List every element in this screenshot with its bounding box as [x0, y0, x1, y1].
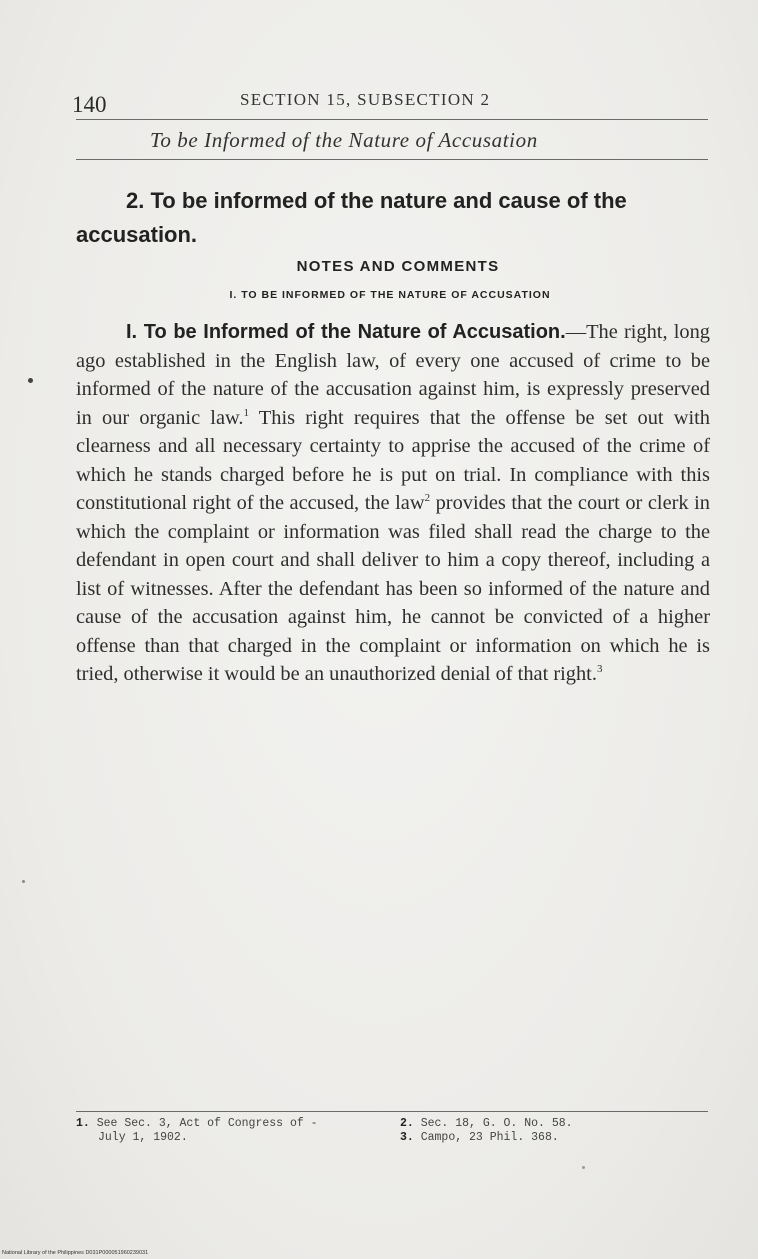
footnote-2 [400, 1117, 700, 1131]
library-stamp: National Library of the Philippines D031P000051960239031 [2, 1250, 149, 1256]
section-subtitle: To be Informed of the Nature of Accusation [150, 128, 538, 152]
scan-speck [582, 1166, 585, 1169]
paragraph-lead: I. To be Informed of the Nature of Accusation. [126, 321, 566, 343]
footnote-text-continued: July 1, 1902. [98, 1131, 188, 1144]
footnote-3 [400, 1131, 700, 1145]
paragraph-text-1: —The right, long ago established in the English law, of every one accused of crime to be informed of the nature of the accusation against him, is expressly preserved in our organic law. [76, 321, 710, 429]
running-head: SECTION 15, SUBSECTION 2 [240, 90, 491, 109]
header-rule-bottom [76, 159, 708, 160]
footnote-number: 3. [400, 1131, 414, 1144]
paragraph-text-3: provides that the court or clerk in which the complaint or information was filed shall read the charge to the defendant in open court and shall deliver to him a copy thereof, including a list of witnesses. After the defendant has been so informed of the nature and cause of the accusation against him, he cannot be convicted of a higher offense than that charged in the complaint or information on which he is tried, otherwise it would be an unauthorized denial of that right. [76, 492, 710, 685]
page-number: 140 [72, 92, 107, 117]
notes-subheading: I. TO BE INFORMED OF THE NATURE OF ACCUSATION [229, 289, 551, 301]
footnote-ref-1: 1 [243, 406, 250, 419]
footnote-number: 2. [400, 1117, 414, 1130]
footnote-ref-3: 3 [596, 663, 603, 675]
footnote-ref-2: 2 [424, 492, 431, 504]
footnote-text: Sec. 18, G. O. No. 58. [420, 1117, 573, 1130]
scan-speck [28, 378, 33, 383]
paragraph-text-2: This right requires that the offense be set out with clearness and all necessary certainty to apprise the accused of the crime of which he stands charged before he is put on trial. In compliance with this constitutional right of the accused, the law [76, 406, 710, 514]
footnote-text: Campo, 23 Phil. 368. [420, 1131, 559, 1144]
footnote-rule [76, 1111, 708, 1112]
footnote-number: 1. [76, 1117, 90, 1130]
scan-speck [22, 880, 25, 883]
header-rule-top [76, 119, 708, 120]
footnote-1 [76, 1117, 396, 1145]
body-paragraph [76, 318, 710, 689]
footnotes-2-3 [400, 1117, 700, 1145]
notes-title: NOTES AND COMMENTS [296, 258, 500, 275]
section-heading: 2. To be informed of the nature and cause of the accusation. [76, 188, 627, 247]
footnote-text: See Sec. 3, Act of Congress of - [96, 1117, 318, 1130]
